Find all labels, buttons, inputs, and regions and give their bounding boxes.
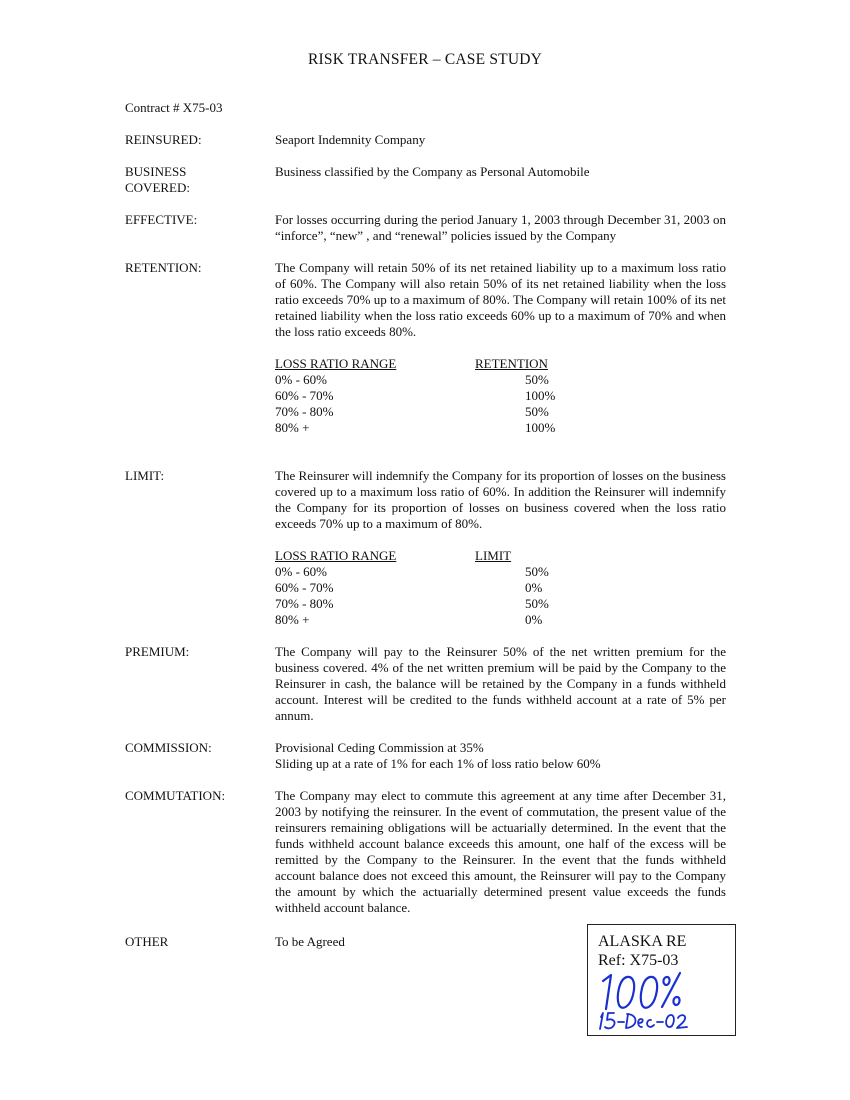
approval-stamp — [587, 924, 736, 1036]
retention-col-value-header: RETENTION — [475, 356, 548, 371]
limit-table-header — [275, 548, 575, 564]
limit-table-row — [275, 596, 575, 612]
handwritten-digit-1 — [603, 975, 611, 1009]
handwritten-signoff — [594, 969, 730, 1033]
handwritten-digit-0a — [618, 977, 634, 1008]
premium-text: The Company will pay to the Reinsurer 50% of the net written premium for the business covered. 4% of the net written premium will be paid by the Company to the Reinsurer in cash, the balance will be retained by the Company in a funds withheld account. Interest will be credited to the funds withheld account at a rate of 5% per annum. — [275, 644, 726, 723]
limit-text: The Reinsurer will indemnify the Company for its proportion of losses on the business covered up to a maximum loss ratio of 60%. In addition the Reinsurer will indemnify the Company for its proportion of losses on business covered when the loss ratio exceeds 70% up to a maximum of 80%. — [275, 468, 726, 531]
retention-table-header — [275, 356, 575, 372]
page-title: RISK TRANSFER – CASE STUDY — [307, 51, 542, 68]
contract-number: Contract # X75-03 — [125, 100, 223, 115]
handwritten-ink — [600, 973, 687, 1029]
retention-value-cell: 50% — [525, 372, 549, 387]
limit-range-cell: 0% - 60% — [275, 564, 327, 579]
commutation-label: COMMUTATION: — [125, 788, 226, 803]
retention-range-cell: 70% - 80% — [275, 404, 334, 419]
limit-table — [275, 548, 575, 628]
retention-table-row — [275, 388, 575, 404]
other-text: To be Agreed — [275, 934, 345, 949]
limit-table-row — [275, 580, 575, 596]
stamp-company: ALASKA RE — [598, 933, 687, 950]
retention-value-cell: 50% — [525, 404, 549, 419]
limit-col-value-header: LIMIT — [475, 548, 512, 563]
commission-text — [275, 740, 726, 772]
other-label: OTHER — [125, 934, 169, 949]
retention-value-cell: 100% — [525, 388, 556, 403]
handwritten-percent-dot-bottom — [673, 997, 679, 1005]
commission-line-2: Sliding up at a rate of 1% for each 1% of loss ratio below 60% — [275, 756, 601, 771]
retention-table-row — [275, 420, 575, 436]
commission-label: COMMISSION: — [125, 740, 212, 755]
effective-text: For losses occurring during the period January 1, 2003 through December 31, 2003 on “inforce”, “new” , and “renewal” policies issued by the Company — [275, 212, 726, 243]
limit-range-cell: 60% - 70% — [275, 580, 334, 595]
limit-value-cell: 50% — [525, 564, 549, 579]
retention-range-cell: 0% - 60% — [275, 372, 327, 387]
retention-value-cell: 100% — [525, 420, 556, 435]
limit-col-range-header: LOSS RATIO RANGE — [275, 548, 397, 563]
commutation-text: The Company may elect to commute this agreement at any time after December 31, 2003 by notifying the reinsurer. In the event of commutation, the present value of the reinsurers remaining obligations will be actuarially determined. In the event that the funds withheld account balance exceeds this amount, one half of the excess will be remitted by the Company to the Reinsurer. In the event that the funds withheld account balance does not exceed this amount, the Reinsurer will pay to the Company the amount by which the actuarially determined present value exceeds the funds withheld account balance. — [275, 788, 726, 915]
reinsured-label: REINSURED: — [125, 132, 202, 147]
business-covered-text: Business classified by the Company as Personal Automobile — [275, 164, 590, 179]
reinsured-text: Seaport Indemnity Company — [275, 132, 426, 147]
premium-label: PREMIUM: — [125, 644, 190, 659]
limit-value-cell: 0% — [525, 580, 543, 595]
stamp-reference: Ref: X75-03 — [598, 952, 679, 969]
limit-table-row — [275, 612, 575, 628]
commission-line-1: Provisional Ceding Commission at 35% — [275, 740, 484, 755]
limit-range-cell: 70% - 80% — [275, 596, 334, 611]
retention-table-row — [275, 404, 575, 420]
business-covered-label-line1: BUSINESS — [125, 164, 187, 179]
limit-label: LIMIT: — [125, 468, 165, 483]
retention-text: The Company will retain 50% of its net retained liability up to a maximum loss ratio of 60%. The Company will also retain 50% of its net retained liability when the loss ratio exceeds 70% up to a maximum of 80%. The Company will retain 100% of its net retained liability when the loss ratio exceeds 60% up to a maximum of 70% and when the loss ratio exceeds 80%. — [275, 260, 726, 339]
limit-range-cell: 80% + — [275, 612, 310, 627]
business-covered-label-line2: COVERED: — [125, 180, 190, 195]
retention-range-cell: 80% + — [275, 420, 310, 435]
handwritten-digit-0b — [641, 977, 657, 1008]
retention-range-cell: 60% - 70% — [275, 388, 334, 403]
retention-col-range-header: LOSS RATIO RANGE — [275, 356, 397, 371]
limit-value-cell: 50% — [525, 596, 549, 611]
retention-label: RETENTION: — [125, 260, 202, 275]
effective-label: EFFECTIVE: — [125, 212, 198, 227]
limit-value-cell: 0% — [525, 612, 543, 627]
handwritten-percent-dot-top — [663, 977, 669, 985]
business-covered-label — [125, 164, 265, 196]
retention-table — [275, 356, 575, 436]
retention-table-row — [275, 372, 575, 388]
limit-table-row — [275, 564, 575, 580]
